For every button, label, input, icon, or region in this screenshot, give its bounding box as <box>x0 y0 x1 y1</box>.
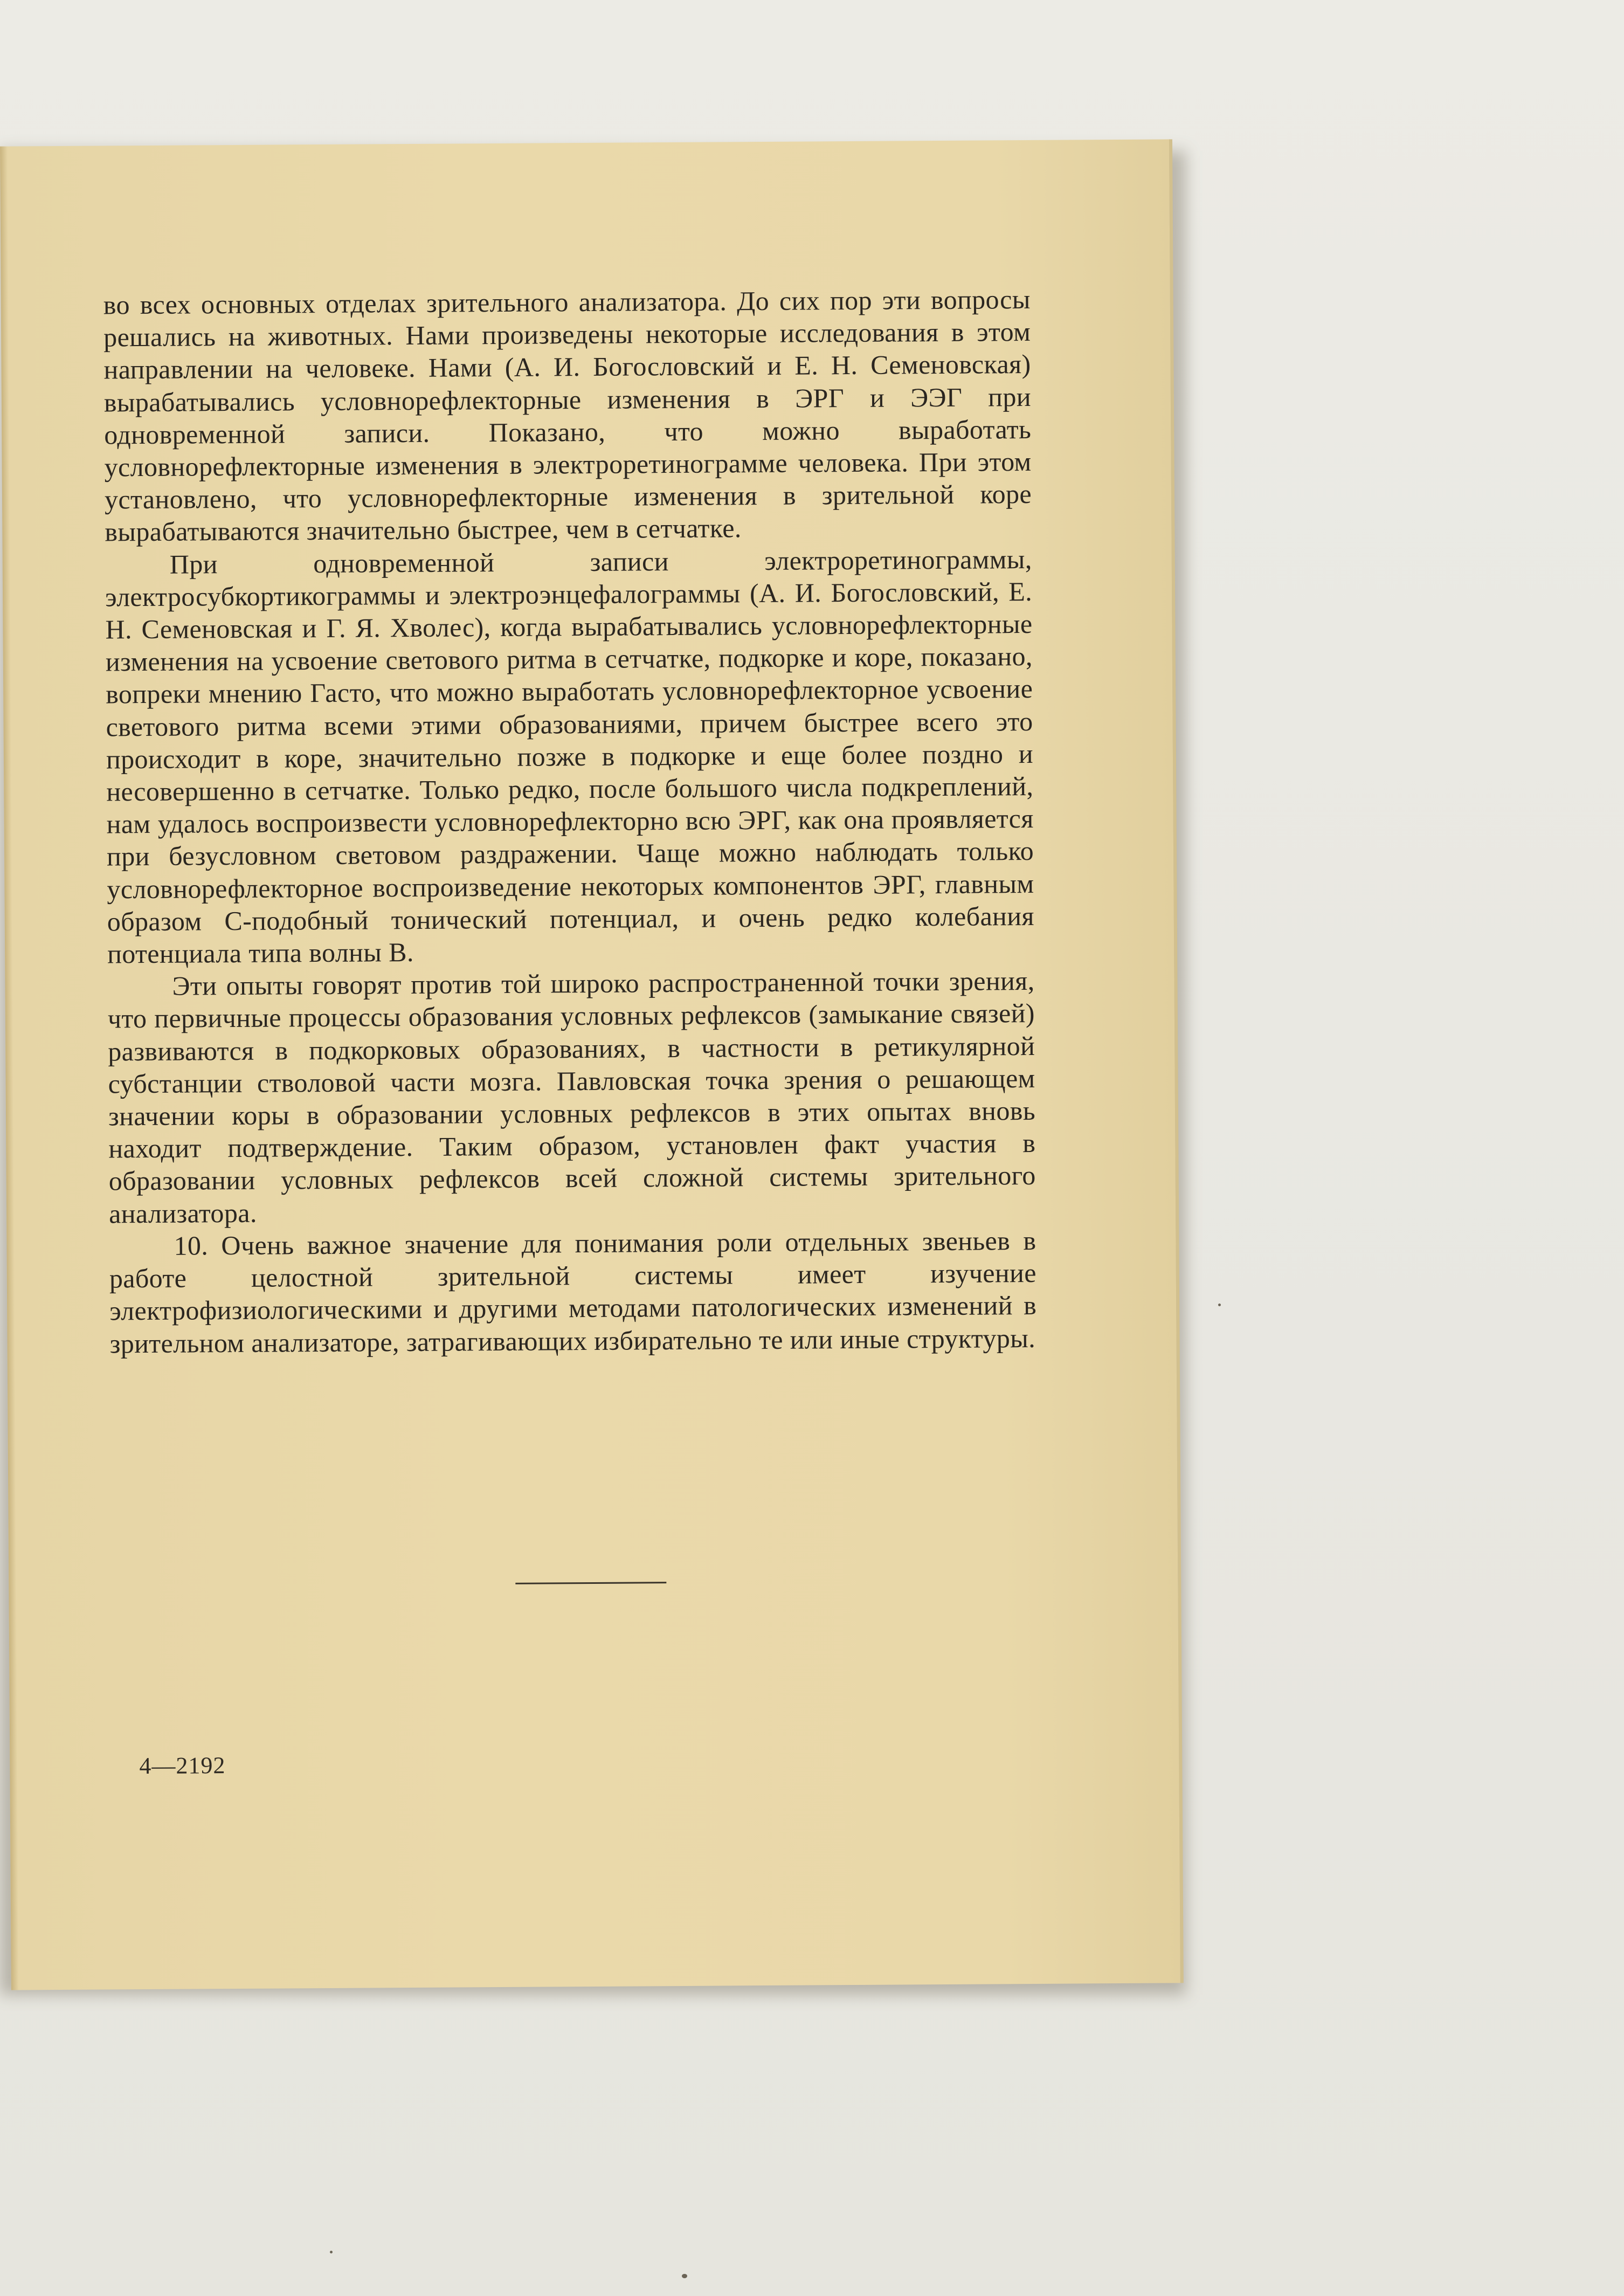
dust-speck <box>330 2251 333 2253</box>
dust-speck <box>1218 1304 1221 1306</box>
paragraph-1: во всех основных отделах зрительного анализатора. До сих пор эти вопросы решались на животных. Нами произведены некоторые исследования в этом направлении на человеке. Нами (А. И. Богословский и Е. Н. Семеновская) вырабатывались условнорефлекторные изменения в ЭРГ и ЭЭГ при одновременной записи. Показано, что можно выработать условнорефлекторные изменения в электроретинограмме человека. При этом установлено, что условнорефлекторные изменения в зрительной коре вырабатываются значительно быстрее, чем в сетчатке. <box>103 284 1032 547</box>
body-text <box>103 283 1037 1360</box>
paragraph-3: Эти опыты говорят против той широко распространенной точки зрения, что первичные процессы образования условных рефлексов (замыкание связей) развиваются в подкорковых образованиях, в частности в ретикулярной субстанции стволовой части мозга. Павловская точка зрения о решающем значении коры в образовании условных рефлексов в этих опытах вновь находит подтверждение. Таким образом, установлен факт участия в образовании условных рефлексов всей сложной системы зрительного анализатора. <box>107 966 1036 1229</box>
book-page <box>0 139 1184 1990</box>
signature-mark: 4—2192 <box>139 1752 226 1780</box>
paragraph-2: При одновременной записи электроретинограммы, электросубкортикограммы и электроэнцефалограммы (А. И. Богословский, Е. Н. Семеновская и Г. Я. Хволес), когда вырабатывались условнорефлекторные изменения на усвоение светового ритма в сетчатке, подкорке и коре, показано, вопреки мнению Гасто, что можно выработать условнорефлекторное усвоение светового ритма всеми этими образованиями, причем быстрее всего это происходит в коре, значительно позже в подкорке и еще более поздно и несовершенно в сетчатке. Только редко, после большого числа подкреплений, нам удалось воспроизвести условнорефлекторно всю ЭРГ, как она проявляется при безусловном световом раздражении. Чаще можно наблюдать только условнорефлекторное воспроизведение некоторых компонентов ЭРГ, главным образом С-подобный тонический потенциал, и очень редко колебания потенциала типа волны В. <box>105 543 1034 969</box>
dust-speck <box>682 2274 687 2278</box>
section-end-rule <box>515 1582 666 1584</box>
paragraph-4: 10. Очень важное значение для понимания роли отдельных звеньев в работе целостной зрительной системы имеет изучение электрофизиологическими и другими методами патологических изменений в зрительном анализаторе, затрагивающих избирательно те или иные структуры. <box>109 1225 1037 1359</box>
